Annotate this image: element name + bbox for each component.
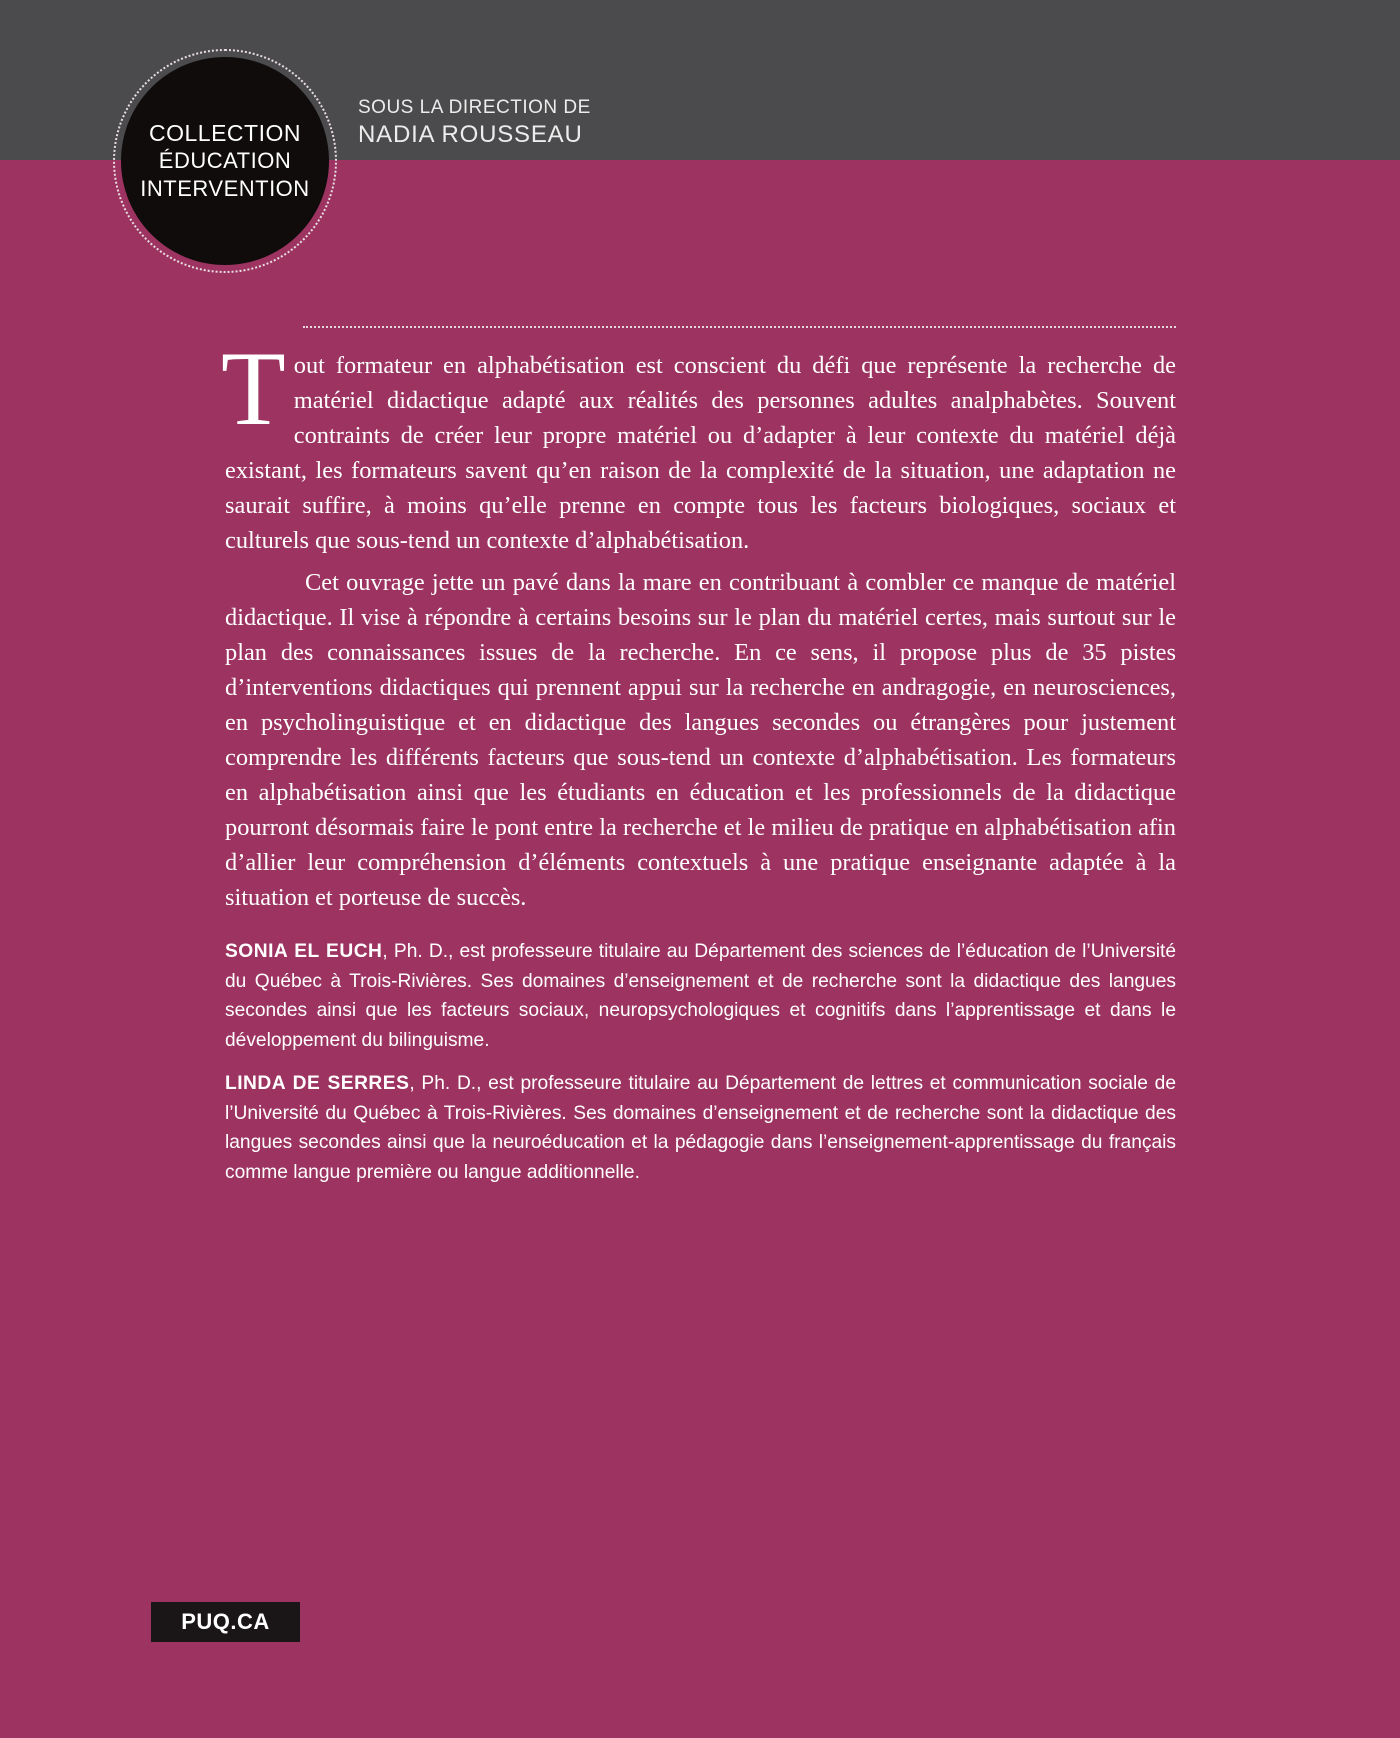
dotted-rule — [303, 326, 1176, 328]
summary-paragraph-1-text: out formateur en alphabétisation est conscient du défi que représente la recherche de matériel didactique adapté aux réalités des personnes adultes analphabètes. Souvent contraints de créer leur propre matériel ou d’adapter à leur contexte du matériel déjà existant, les formateurs savent qu’en raison de la complexité de la situation, une adaptation ne saurait suffire, à moins qu’elle prenne en compte tous les facteurs biologiques, sociaux et culturels que sous-tend un contexte d’alphabétisation. — [225, 352, 1176, 554]
author-bio-text: , Ph. D., est professeure titulaire au Département des sciences de l’éducation de l’Université du Québec à Trois-Rivières. Ses domaines d’enseignement et de recherche sont la didactique des langues secondes ainsi que les facteurs sociaux, neuropsychologiques et cognitifs dans l’apprentissage et dans le développement du bilinguisme. — [225, 941, 1177, 1051]
author-bio-text: , Ph. D., est professeure titulaire au Département de lettres et communication sociale de l’Université du Québec à Trois-Rivières. Ses domaines d’enseignement et de recherche sont la didactique des langues secondes ainsi que la neuroéducation et la pédagogie dans l’enseignement-apprentissage du français comme langue première ou langue additionnelle. — [225, 1073, 1176, 1183]
back-cover-text — [221, 318, 1177, 1187]
director-name: NADIA ROUSSEAU — [358, 121, 583, 148]
author-name: SONIA EL EUCH — [225, 941, 383, 962]
author-bio — [225, 1069, 1176, 1187]
collection-name-line1: ÉDUCATION — [158, 148, 292, 173]
collection-name-line2: INTERVENTION — [140, 176, 310, 201]
summary-paragraph-2: Cet ouvrage jette un pavé dans la mare en contribuant à combler ce manque de matériel didactique. Il vise à répondre à certains besoins sur le plan du matériel certes, mais surtout sur le plan des connaissances issues de la recherche. En ce sens, il propose plus de 35 pistes d’interventions didactiques qui prennent appui sur la recherche en andragogie, en neurosciences, en psycholinguistique et en didactique des langues secondes ou étrangères pour justement comprendre les différents facteurs que sous-tend un contexte d’alphabétisation. Les formateurs en alphabétisation ainsi que les étudiants en éducation et les professionnels de la didactique pourront désormais faire le pont entre la recherche et le milieu de pratique en alphabétisation afin d’allier leur compréhension d’éléments contextuels à une pratique enseignante adaptée à la situation et porteuse de succès. — [225, 569, 1176, 911]
collection-badge — [121, 57, 329, 265]
author-name: LINDA DE SERRES — [225, 1073, 410, 1094]
direction-block — [358, 96, 591, 150]
summary-paragraph-1 — [221, 318, 1176, 558]
author-bio — [225, 937, 1176, 1055]
direction-label: SOUS LA DIRECTION DE — [358, 97, 591, 118]
collection-label: COLLECTION — [149, 120, 301, 146]
publisher-website[interactable]: PUQ.CA — [151, 1602, 300, 1642]
drop-cap: T — [221, 330, 286, 447]
